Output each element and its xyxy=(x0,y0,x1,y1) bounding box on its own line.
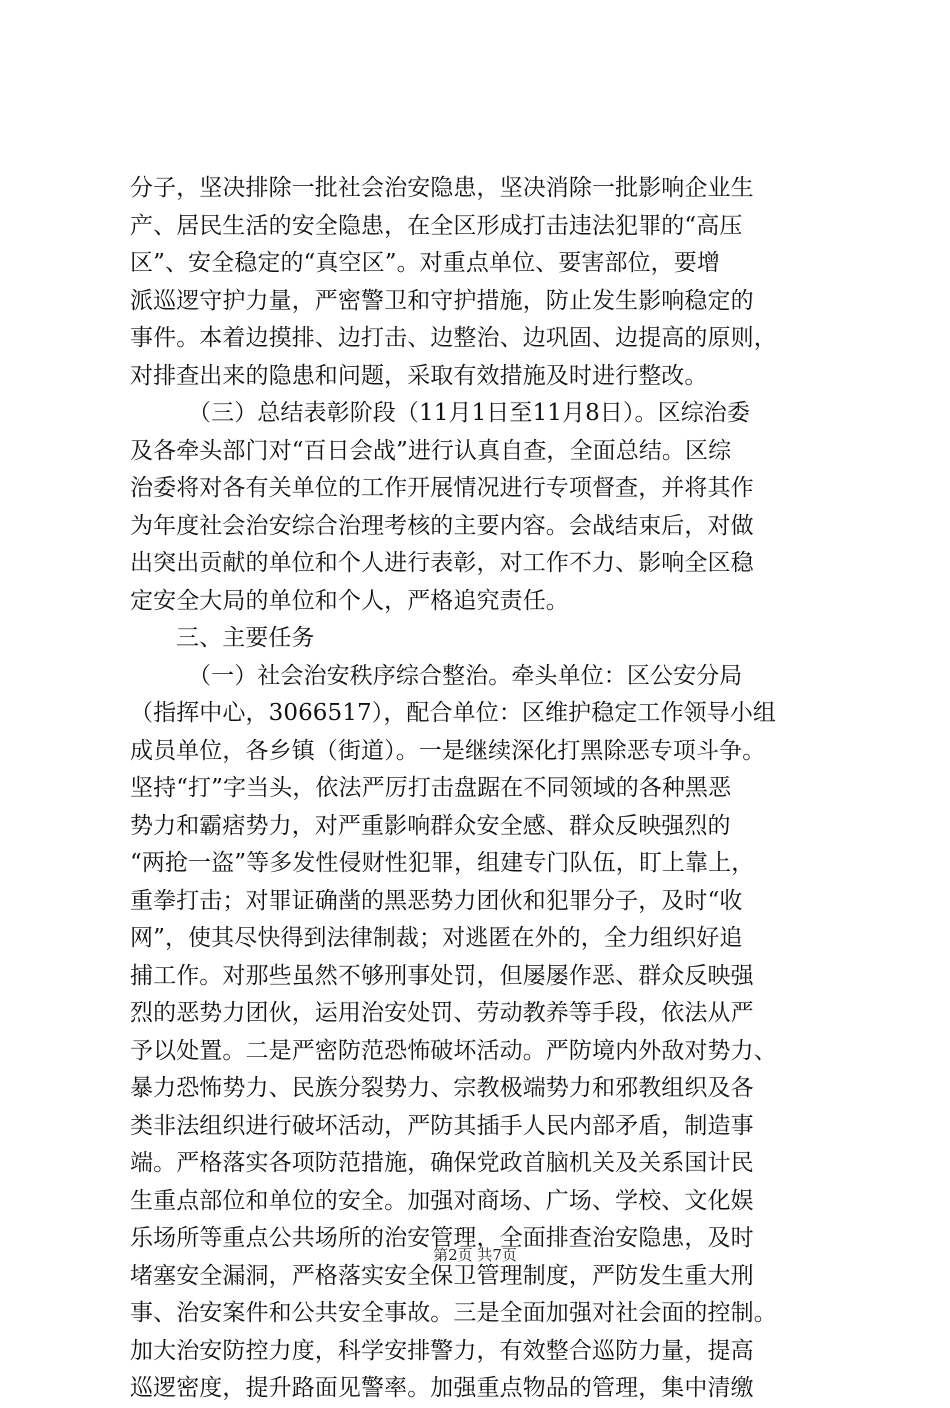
text-line: 坚持“打”字当头，依法严厉打击盘踞在不同领域的各种黑恶 xyxy=(130,775,732,801)
text-line: 加大治安防控力度，科学安排警力，有效整合巡防力量，提高 xyxy=(130,1337,754,1364)
text-line: 网”，使其尽快得到法律制裁；对逃匿在外的，全力组织好追 xyxy=(130,925,743,951)
text-line: 分子，坚决排除一批社会治安隐患，坚决消除一批影响企业生 xyxy=(130,175,754,201)
text-line: 生重点部位和单位的安全。加强对商场、广场、学校、文化娱 xyxy=(130,1187,754,1214)
text-line: 为年度社会治安综合治理考核的主要内容。会战结束后，对做 xyxy=(130,512,754,539)
text-line: 类非法组织进行破坏活动，严防其插手人民内部矛盾，制造事 xyxy=(130,1112,754,1139)
text-line: 区”、安全稳定的“真空区”。对重点单位、要害部位，要增 xyxy=(130,250,720,276)
text-line: 乐场所等重点公共场所的治安管理，全面排查治安隐患，及时 xyxy=(130,1225,754,1251)
text-line: 烈的恶势力团伙，运用治安处罚、劳动教养等手段，依法从严 xyxy=(130,1000,754,1026)
text-line: （一）社会治安秩序综合整治。牵头单位：区公安分局 xyxy=(188,662,743,689)
text-line: 巡逻密度，提升路面见警率。加强重点物品的管理，集中清缴 xyxy=(130,1375,754,1401)
text-line: 暴力恐怖势力、民族分裂势力、宗教极端势力和邪教组织及各 xyxy=(130,1075,754,1101)
text-line: 出突出贡献的单位和个人进行表彰，对工作不力、影响全区稳 xyxy=(130,550,754,576)
text-line: 事件。本着边摸排、边打击、边整治、边巩固、边提高的原则， xyxy=(130,325,777,351)
text-line: 成员单位，各乡镇（街道）。一是继续深化打黑除恶专项斗争。 xyxy=(130,737,766,764)
text-line: 产、居民生活的安全隐患，在全区形成打击违法犯罪的“高压 xyxy=(130,212,743,239)
text-line: 予以处置。二是严密防范恐怖破坏活动。严防境内外敌对势力、 xyxy=(130,1037,777,1064)
text-line: 堵塞安全漏洞，严格落实安全保卫管理制度，严防发生重大刑 xyxy=(130,1262,754,1289)
text-line: 事、治安案件和公共安全事故。三是全面加强对社会面的控制。 xyxy=(130,1300,777,1326)
text-line: 治委将对各有关单位的工作开展情况进行专项督查，并将其作 xyxy=(130,475,754,501)
document-body xyxy=(130,170,830,1408)
text-line: 三、主要任务 xyxy=(176,625,315,651)
text-line: 势力和霸痞势力，对严重影响群众安全感、群众反映强烈的 xyxy=(130,812,731,839)
text-line: 端。严格落实各项防范措施，确保党政首脑机关及关系国计民 xyxy=(130,1150,754,1176)
text-line: 及各牵头部门对“百日会战”进行认真自查，全面总结。区综 xyxy=(130,437,732,464)
page-footer: 第2页 共7页 xyxy=(433,1246,517,1264)
text-line: （指挥中心，3066517），配合单位：区维护稳定工作领导小组 xyxy=(130,700,777,726)
text-line: 捕工作。对那些虽然不够刑事处罚，但屡屡作恶、群众反映强 xyxy=(130,962,754,989)
text-line: “两抢一盗”等多发性侵财性犯罪，组建专门队伍，盯上靠上， xyxy=(130,850,755,876)
text-line: 派巡逻守护力量，严密警卫和守护措施，防止发生影响稳定的 xyxy=(130,287,754,314)
text-line: 定安全大局的单位和个人，严格追究责任。 xyxy=(130,587,569,614)
text-line: 对排查出来的隐患和问题，采取有效措施及时进行整改。 xyxy=(130,362,708,389)
text-line: （三）总结表彰阶段（11月1日至11月8日）。区综治委 xyxy=(188,400,750,426)
text-line: 重拳打击；对罪证确凿的黑恶势力团伙和犯罪分子，及时“收 xyxy=(130,887,743,914)
